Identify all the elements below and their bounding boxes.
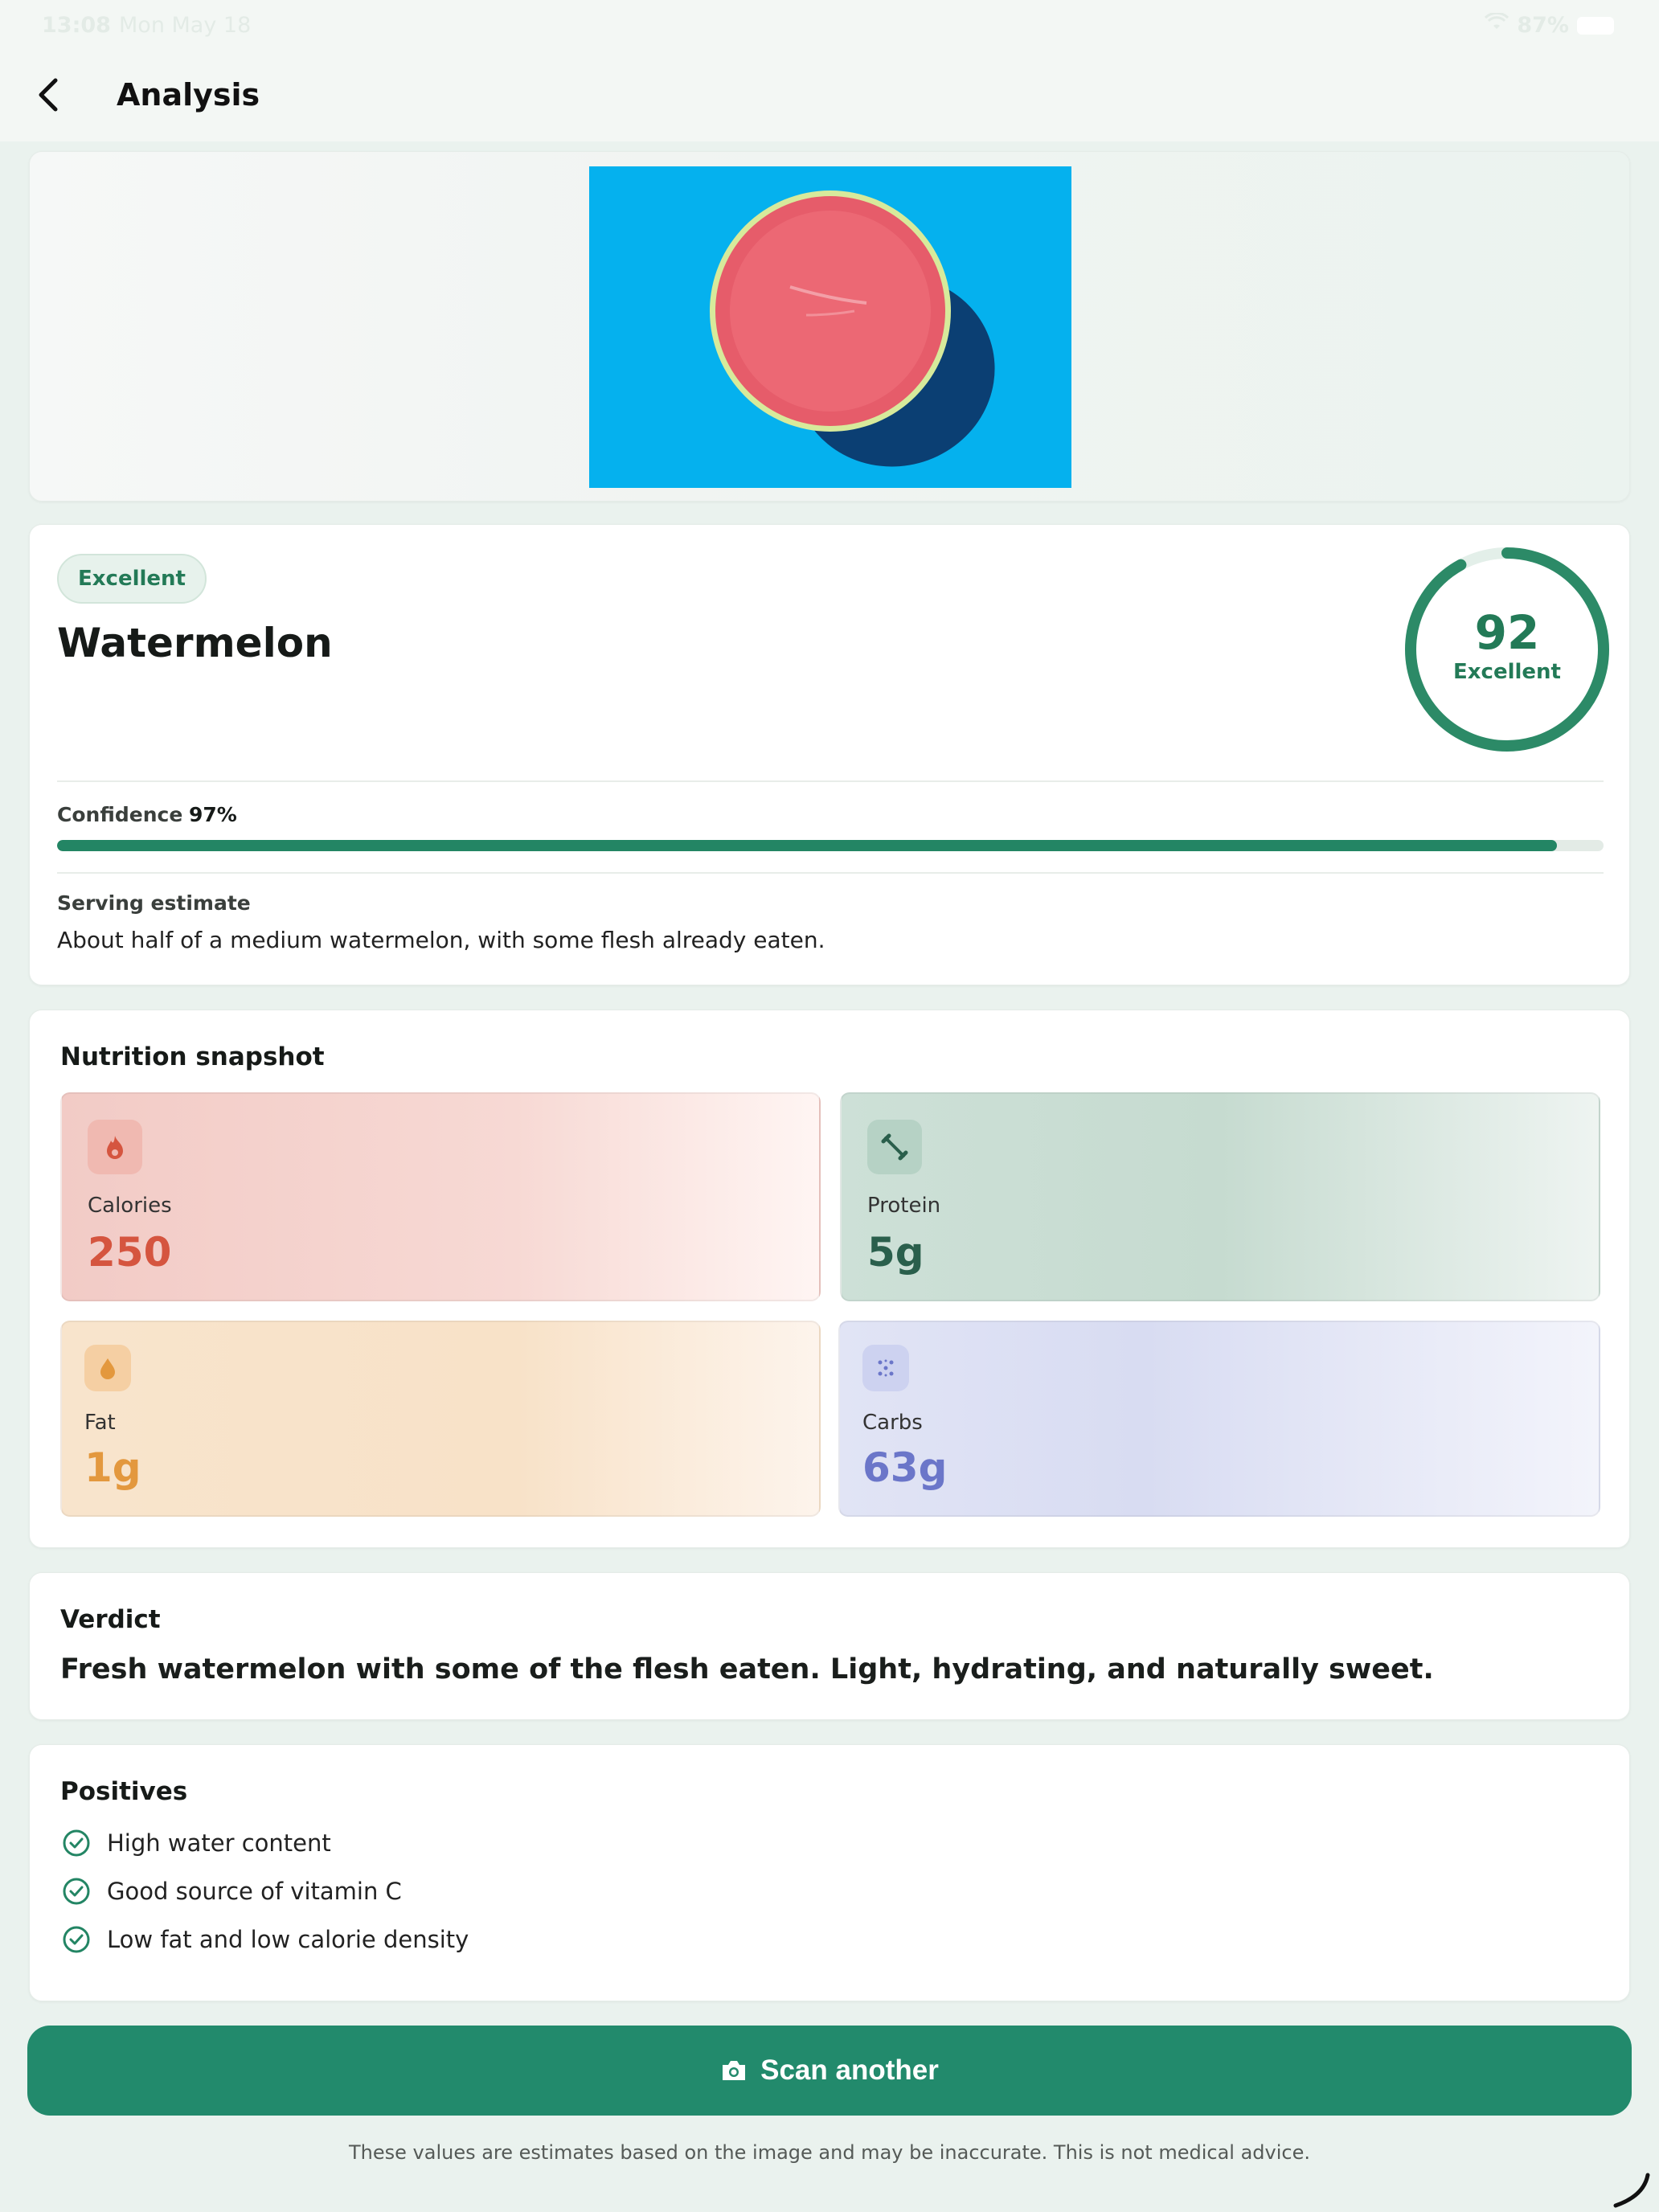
- battery-percent: 87%: [1517, 13, 1569, 38]
- score-value: 92: [1474, 605, 1540, 660]
- carbs-label: Carbs: [862, 1411, 923, 1435]
- back-button[interactable]: [24, 71, 72, 119]
- list-item: [62, 1874, 402, 1909]
- verdict-title: Verdict: [60, 1605, 161, 1634]
- serving-text: About half of a medium watermelon, with some flesh already eaten.: [57, 927, 825, 953]
- check-circle-icon: [62, 1829, 91, 1858]
- page-title: Analysis: [117, 77, 260, 113]
- dumbbell-icon: [867, 1120, 922, 1174]
- protein-label: Protein: [867, 1194, 941, 1218]
- quality-badge: Excellent: [57, 554, 207, 604]
- home-indicator: [1608, 2170, 1656, 2210]
- calories-label: Calories: [88, 1194, 172, 1218]
- scan-another-button[interactable]: [27, 2026, 1632, 2116]
- summary-card: [29, 524, 1630, 985]
- positives-card: [29, 1744, 1630, 2001]
- confidence-value: 97%: [189, 803, 237, 826]
- check-circle-icon: [62, 1925, 91, 1954]
- list-item: [62, 1922, 469, 1957]
- status-time: 13:08: [42, 13, 111, 38]
- grain-icon: [862, 1345, 909, 1391]
- calories-value: 250: [88, 1229, 172, 1276]
- fat-label: Fat: [84, 1411, 116, 1435]
- flame-icon: [88, 1120, 142, 1174]
- status-date: Mon May 18: [119, 13, 252, 38]
- score-label: Excellent: [1453, 660, 1561, 684]
- positives-title: Positives: [60, 1777, 188, 1806]
- protein-tile: [840, 1092, 1600, 1301]
- fat-value: 1g: [84, 1444, 141, 1491]
- status-indicators: [1485, 13, 1614, 38]
- nutrition-title: Nutrition snapshot: [60, 1043, 325, 1071]
- divider: [57, 780, 1604, 782]
- nav-bar: [0, 51, 1659, 141]
- disclaimer: These values are estimates based on the image and may be inaccurate. This is not medical advice.: [349, 2141, 1310, 2164]
- calories-tile: [60, 1092, 821, 1301]
- protein-value: 5g: [867, 1229, 924, 1276]
- status-bar: [0, 0, 1659, 51]
- carbs-tile: [838, 1321, 1600, 1517]
- positive-text: Low fat and low calorie density: [107, 1926, 469, 1953]
- food-name: Watermelon: [57, 620, 333, 666]
- wifi-icon: [1485, 13, 1509, 38]
- food-image-card: [29, 151, 1630, 502]
- food-photo: [589, 166, 1071, 488]
- divider: [57, 872, 1604, 874]
- fat-tile: [60, 1321, 821, 1517]
- confidence-label: Confidence: [57, 803, 183, 826]
- nutrition-card: [29, 1010, 1630, 1548]
- list-item: [62, 1825, 331, 1861]
- carbs-value: 63g: [862, 1444, 948, 1491]
- verdict-text: Fresh watermelon with some of the flesh eaten. Light, hydrating, and naturally sweet.: [60, 1653, 1434, 1686]
- chevron-left-icon: [35, 77, 62, 113]
- camera-icon: [720, 2058, 748, 2083]
- scan-another-label: Scan another: [760, 2054, 939, 2086]
- drop-icon: [84, 1345, 131, 1391]
- positive-text: Good source of vitamin C: [107, 1878, 402, 1905]
- check-circle-icon: [62, 1877, 91, 1906]
- confidence-bar: [57, 840, 1604, 851]
- battery-icon: [1577, 17, 1614, 35]
- serving-label: Serving estimate: [57, 891, 251, 915]
- positive-text: High water content: [107, 1829, 331, 1857]
- verdict-card: [29, 1572, 1630, 1720]
- confidence-bar-fill: [57, 840, 1557, 851]
